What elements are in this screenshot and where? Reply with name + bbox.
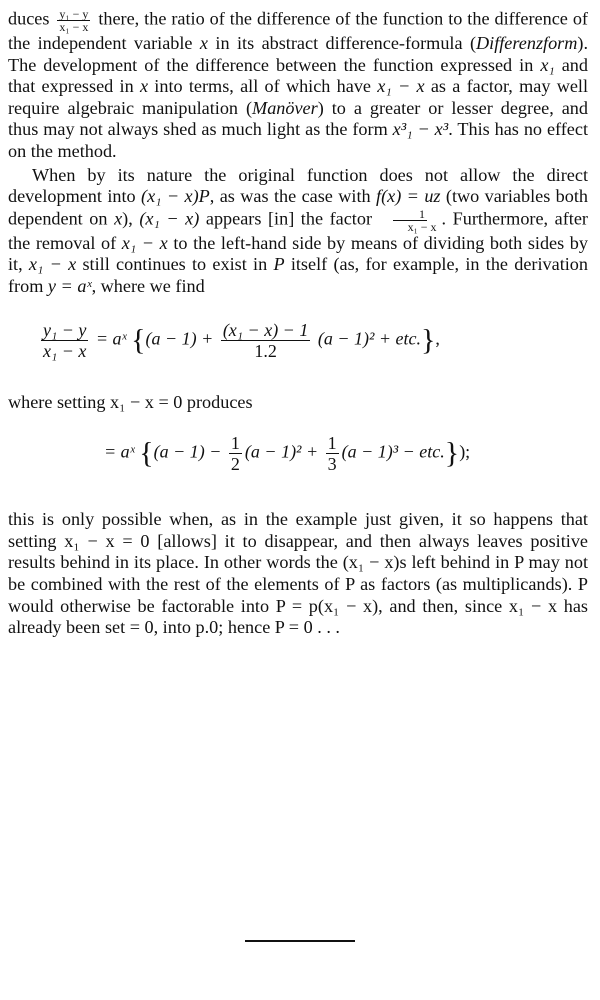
lhs-fraction — [41, 320, 88, 361]
fraction-denominator: 2 — [230, 454, 240, 475]
text-fragment: itself (as, for example, in the derivation from — [8, 254, 588, 296]
fraction-half — [229, 433, 242, 474]
text-fragment: ). The development of the difference between the function expressed in — [8, 33, 588, 75]
equation-2 — [104, 433, 588, 487]
german-term: Differenzform — [476, 33, 578, 53]
paragraph-1 — [8, 8, 588, 163]
math-expression: f(x) = uz — [376, 186, 441, 207]
math-expression: x₁ − x — [377, 76, 425, 97]
text-fragment: to the left-hand side by means of dividing both sides by it, — [8, 232, 588, 275]
brace-left: { — [131, 323, 146, 357]
math-variable: x₁ — [540, 54, 555, 75]
text-fragment: still continues to exist in — [76, 254, 274, 275]
equation-term: (a − 1)³ − etc. — [341, 441, 445, 462]
text-fragment: (two variables both dependent on — [8, 186, 589, 229]
equation-term: ); — [459, 441, 471, 462]
equation-term: = aˣ — [104, 441, 135, 462]
text-fragment: ), — [122, 208, 140, 229]
text-fragment: . This has no effect on the method. — [8, 119, 588, 161]
math-expression: (x₁ − x)P — [141, 186, 210, 207]
equation-term: (a − 1) + — [145, 328, 214, 349]
fraction-denominator: x₁ − x — [59, 20, 89, 34]
math-expression: y = aˣ — [47, 275, 92, 296]
page-text — [8, 8, 588, 639]
math-variable: P — [273, 254, 285, 275]
math-variable: x — [114, 208, 123, 229]
german-term: Manöver — [252, 97, 318, 118]
brace-right: } — [444, 436, 460, 470]
text-fragment: into terms, all of which have — [148, 76, 378, 97]
brace-right: } — [421, 323, 436, 357]
fraction-third — [326, 433, 339, 474]
text-fragment: , where we find — [91, 275, 205, 296]
fraction-numerator: 1 — [327, 433, 337, 454]
math-expression: x₁ − x — [28, 254, 77, 275]
math-expression: (x₁ − x) — [139, 208, 200, 229]
math-variable: x — [199, 33, 208, 53]
brace-left: { — [139, 436, 154, 470]
text-fragment: as a factor, may well require algebraic manipulation ( — [8, 76, 589, 118]
fraction-denominator: x₁ − x — [407, 219, 437, 234]
equation-1 — [38, 320, 588, 376]
fraction-numerator: y₁ − y — [43, 319, 87, 340]
inner-fraction — [221, 320, 311, 361]
math-expression: x³₁ − x³ — [392, 119, 449, 140]
fraction — [57, 8, 90, 33]
math-variable: x — [139, 76, 149, 97]
text-fragment: appears [in] the factor — [199, 208, 379, 229]
text-fragment: , as was the case with — [209, 186, 377, 207]
text-fragment: in its abstract difference-formula ( — [208, 33, 477, 53]
text-fragment: duces — [8, 8, 50, 29]
paragraph-3: this is only possible when, as in the example just given, it so happens that setting x₁ − x = 0 [allows] it to disappear, and then always leaves positive results behind in its place. In other words the (x₁ − x)s left behind in P may not be combined with the rest of the elements of P as factors (as multiplicands). P would otherwise be factorable into P = p(x₁ − x), and then, since x₁ − x has already been set = 0, into p.0; hence P = 0 . . . — [8, 509, 588, 638]
text-fragment: ) to a greater or lesser degree, and thus may not always shed as much light as the form — [8, 97, 588, 140]
fraction-denominator: x₁ − x — [43, 340, 87, 361]
equation-term: = aˣ — [95, 328, 127, 349]
middle-text: where setting x₁ − x = 0 produces — [8, 391, 253, 412]
text-fragment: and that expressed in — [8, 54, 588, 97]
text-fragment: . Furthermore, after the removal of — [8, 208, 588, 253]
fraction-numerator: y₁ − y — [59, 7, 89, 21]
fraction-denominator: 1.2 — [254, 340, 277, 361]
footnote-rule — [245, 940, 355, 942]
equation-term: (a − 1)² + — [244, 441, 319, 462]
fraction-numerator: 1 — [393, 208, 427, 221]
text-fragment: there, the ratio of the difference of the function to the difference of the independent variable — [8, 8, 588, 53]
fraction-numerator: 1 — [230, 433, 240, 454]
equation-term: (a − 1) − — [153, 441, 222, 462]
equation-term: , — [435, 328, 440, 349]
fraction-denominator: 3 — [327, 454, 337, 475]
text-fragment: When by its nature the original function does not allow the direct development into — [8, 164, 588, 207]
fraction — [382, 208, 439, 233]
paragraph-2 — [8, 165, 588, 298]
equation-term: (a − 1)² + etc. — [317, 328, 422, 349]
math-expression: x₁ − x — [121, 232, 168, 253]
fraction-numerator: (x₁ − x) − 1 — [222, 319, 309, 340]
